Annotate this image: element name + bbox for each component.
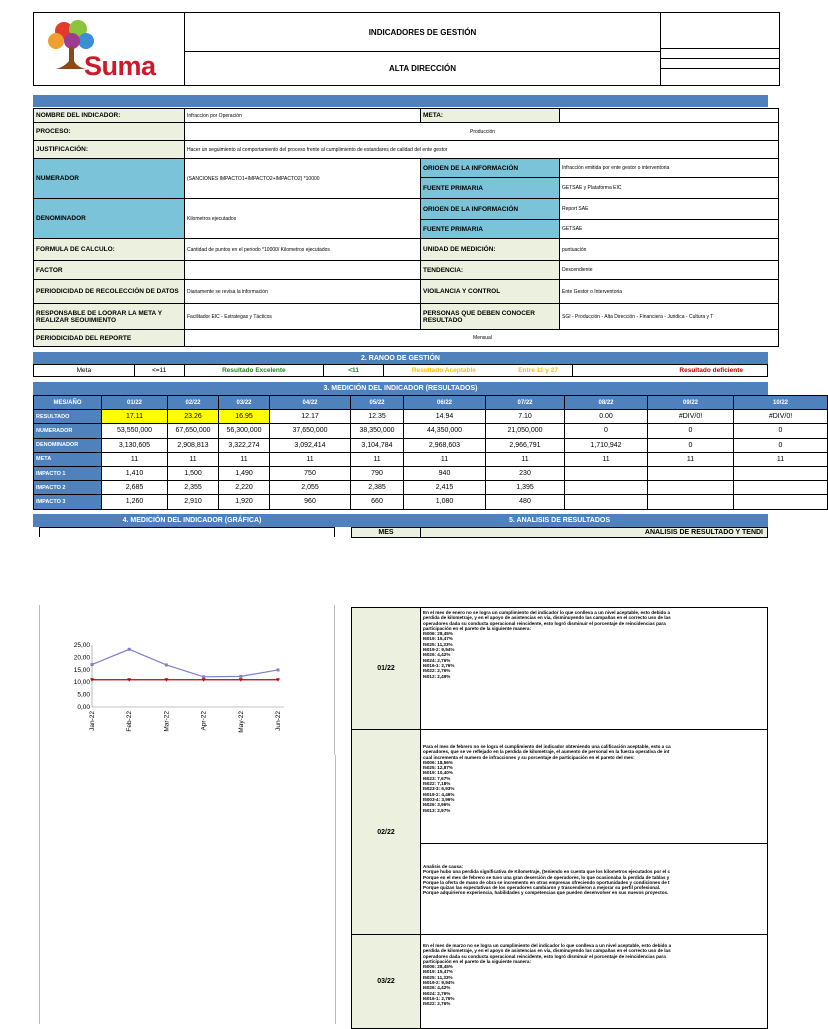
header-code-cell [660, 12, 780, 49]
result-point [202, 675, 205, 678]
y-tick-label: 0,00 [77, 704, 90, 711]
table-cell[interactable] [734, 466, 828, 480]
origen-value-1[interactable]: Infracción emitida por ente gestor o interventoria [559, 158, 779, 178]
row-label: IMPACTO 2 [34, 481, 102, 495]
table-cell[interactable]: 1,080 [404, 495, 486, 509]
table-cell[interactable]: 11 [168, 452, 219, 466]
table-cell[interactable]: 17.11 [102, 410, 168, 424]
col-header-mes: MES/AÑO [34, 396, 102, 410]
table-cell[interactable]: 14.94 [404, 410, 486, 424]
result-point [165, 663, 168, 666]
medicion-title: 3. MEDICIÓN DEL INDICADOR (RESULTADOS) [33, 382, 768, 395]
table-cell[interactable] [734, 495, 828, 509]
table-cell[interactable]: 1,710,942 [565, 438, 648, 452]
analisis-mes-label: 03/22 [352, 935, 420, 1028]
periodicidad-recoleccion-value[interactable]: Diariamente se revisa la información [184, 279, 421, 304]
nombre-label: NOMBRE DEL INDICADOR: [33, 108, 185, 123]
chart-area [39, 605, 335, 755]
analisis-text-0: En el mes de enero no se logra un cumplimiento del indicador lo que conlleva a un nivel aceptable, esto debido a perdida de kilometraje, y en el apoyo de asistencias en via, disminuyendo las campañas en el correcto uso de las operadores dada su conducta operacional reincidente, esto logró disminuir el porcentaje de reincidencias para participación en el pareto de la siguiente manera: I5006: 28,45% I6019: 15,47% I5025: 11,33% I6019-2: 9,94% I6026: 4,42% I6024: 2,76% I6016-1: 2,76% I5022: 2,76% I6012: 2,49% [420, 607, 768, 730]
table-row [34, 452, 828, 466]
table-cell[interactable]: 11 [486, 452, 565, 466]
table-cell[interactable]: 750 [270, 466, 351, 480]
analisis-causa: Analisis de causa: Porque hubo una perdida significativa de Kilometraje, (teniendo en cuenta que los kilometros ejecutados por el c Porque en el mes de febrero se tuvo una gran deserción de operadores, lo que ocasionaba la perdida de tablas y Porque la oferta de mano de obra se incremento en otras empresas ofreciendo oportunidades y condiciones de t Porque quizas las expectativas de los operadores cambiaron y trascendieron a mejorar su perfil profesional. Porque adquirieron experiencia, habilidades y competencias que pueden desenvolver en sus nuevos proyectos. [420, 843, 768, 935]
table-cell[interactable]: 0 [648, 424, 734, 438]
table-cell[interactable]: 2,415 [404, 481, 486, 495]
chart-frame-right [335, 755, 336, 1024]
rango-row [33, 364, 768, 377]
table-cell[interactable]: #DIV/0! [734, 410, 828, 424]
periodicidad-reporte-label: PERIODICIDAD DEL REPORTE [33, 329, 185, 347]
denominador-label: DENOMINADOR [33, 198, 185, 239]
formula-label: FORMULA DE CALCULO: [33, 238, 185, 261]
y-tick-label: 25,00 [73, 642, 90, 649]
grafica-title: 4. MEDICIÓN DEL INDICADOR (GRÁFICA) [33, 514, 351, 527]
table-cell[interactable]: #DIV/0! [648, 410, 734, 424]
meta-label: META: [420, 108, 560, 123]
table-cell[interactable]: 11 [648, 452, 734, 466]
rango-meta-label: Meta [34, 365, 135, 376]
table-cell[interactable]: 11 [219, 452, 270, 466]
table-row [34, 438, 828, 452]
page-title: INDICADORES DE GESTIÓN [184, 12, 661, 52]
col-header-month: 05/22 [351, 396, 404, 410]
table-cell[interactable]: 230 [486, 466, 565, 480]
rango-deficiente: Resultado deficiente [679, 367, 743, 374]
row-label: NUMERADOR [34, 424, 102, 438]
table-cell[interactable]: 11 [351, 452, 404, 466]
col-header-month: 01/22 [102, 396, 168, 410]
table-cell[interactable]: 53,550,000 [102, 424, 168, 438]
numerador-label: NUMERADOR [33, 158, 185, 199]
table-cell[interactable] [648, 466, 734, 480]
analisis-text-3: En el mes de marzo no se logra un cumplimiento del indicador lo que conlleva a un nivel aceptable, esto debido a perdida de kilometraje, y en el apoyo de asistencias en via, disminuyendo las campañas en el correcto uso de las operadores dada su conducta operacional reincidente, esto logró disminuir el porcentaje de reincidencias para participación en el pareto de la siguiente manera: I5006: 28,45% I6019: 15,47% I5025: 11,33% I6019-2: 9,94% I6026: 4,42% I6024: 2,76% I6016-1: 2,76% I5022: 2,76% [420, 934, 768, 1029]
col-header-month: 06/22 [404, 396, 486, 410]
analisis-mes-label: 01/22 [352, 608, 420, 729]
table-cell[interactable]: 2,910 [168, 495, 219, 509]
y-tick-label: 10,00 [73, 679, 90, 687]
row-label: IMPACTO 3 [34, 495, 102, 509]
x-tick-label: May-22 [237, 711, 245, 733]
table-cell[interactable] [648, 481, 734, 495]
analisis-col-header: ANALISIS DE RESULTADO Y TENDI [420, 527, 768, 538]
table-cell[interactable]: 11 [102, 452, 168, 466]
table-cell[interactable]: 3,322,274 [219, 438, 270, 452]
col-header-month: 04/22 [270, 396, 351, 410]
proceso-value[interactable]: Producción [184, 122, 779, 141]
fuente-value-2[interactable]: GETSAE [559, 219, 779, 239]
x-tick-label: Mar-22 [163, 711, 171, 732]
table-cell[interactable]: 11 [565, 452, 648, 466]
denominador-value[interactable]: Kilometros ejecutados [184, 198, 421, 239]
table-cell[interactable]: 2,968,603 [404, 438, 486, 452]
table-row [34, 410, 828, 424]
proceso-label: PROCESO: [33, 122, 185, 141]
table-row [34, 424, 828, 438]
result-point [277, 668, 280, 671]
analisis-mes-header: MES [351, 527, 421, 538]
table-cell[interactable]: 11 [734, 452, 828, 466]
table-cell[interactable]: 1,395 [486, 481, 565, 495]
x-tick-label: Jan-22 [89, 711, 96, 731]
x-tick-label: Jun-22 [275, 711, 282, 731]
section-1-band-end [738, 95, 768, 107]
table-cell[interactable]: 11 [404, 452, 486, 466]
x-tick-label: Apr-22 [200, 711, 208, 731]
table-cell[interactable]: 56,300,000 [219, 424, 270, 438]
origen-label-1: ORIOEN DE LA INFORMACIÓN [420, 158, 560, 178]
table-cell[interactable]: 1,500 [168, 466, 219, 480]
formula-value[interactable]: Cantidad de puntos en el periodo *10000/ Kilometros ejecutados [184, 238, 421, 261]
table-cell[interactable]: 11 [270, 452, 351, 466]
rango-entre: Entre 11 y 27 [504, 365, 574, 376]
y-tick-label: 5,00 [77, 691, 90, 699]
table-cell[interactable]: 2,385 [351, 481, 404, 495]
table-cell[interactable]: 44,350,000 [404, 424, 486, 438]
table-cell[interactable]: 1,260 [102, 495, 168, 509]
justificacion-label: JUSTIFICACIÓN: [33, 140, 185, 159]
table-cell[interactable]: 67,650,000 [168, 424, 219, 438]
table-row [34, 495, 828, 509]
table-cell[interactable]: 21,050,000 [486, 424, 565, 438]
col-header-month: 02/22 [168, 396, 219, 410]
table-cell[interactable]: 3,092,414 [270, 438, 351, 452]
unidad-value[interactable]: puntuación [559, 238, 779, 261]
personas-label: PERSONAS QUE DEBEN CONOCER RESULTADO [420, 303, 560, 330]
chart-frame-top [39, 527, 335, 537]
table-cell[interactable] [565, 466, 648, 480]
result-point [128, 648, 131, 651]
responsable-label: RESPONSABLE DE LOORAR LA META Y REALIZAR SEOUIMIENTO [33, 303, 185, 330]
x-tick-label: Feb-22 [126, 711, 134, 732]
table-cell[interactable]: 1,490 [219, 466, 270, 480]
table-cell[interactable] [565, 481, 648, 495]
tendencia-value[interactable]: Descendiente [559, 260, 779, 280]
factor-label: FACTOR [33, 260, 185, 280]
analisis-title: 5. ANALISIS DE RESULTADOS [351, 514, 768, 527]
result-series-line [92, 649, 278, 677]
rango-lt: <11 [324, 365, 384, 376]
table-cell[interactable]: 960 [270, 495, 351, 509]
origen-label-2: ORIOEN DE LA INFORMACIÓN [420, 198, 560, 220]
y-tick-label: 15,00 [73, 666, 90, 674]
responsable-value[interactable]: Facilitador EIC - Estrategas y Tácticos [184, 303, 421, 330]
logo-text: Suma [84, 51, 156, 81]
analisis-text-1: Para el mes de febrero no se logra el cumplimiento del indicador obteniendo una calificación aceptable, esto a ca operadores, que se ve reflejado en la perdida de kilometraje, el aumento de personal en la fuerza operativa de int cual incrementa el numero de infracciones y su porcentaje de participación en el pareto del mes: I5006: 18,56% I5025: 12,87% I6019: 10,40% I6023: 7,67% I5022: 7,18% I5023-3: 6,93% I6019-2: 4,46% I5003-4: 3,96% I6026: 3,96% I5013: 2,97% [420, 729, 768, 844]
medicion-table [33, 395, 828, 510]
periodicidad-recoleccion-label: PERIODICIDAD DE RECOLECCIÓN DE DATOS [33, 279, 185, 304]
table-cell[interactable]: 12.17 [270, 410, 351, 424]
personas-value[interactable]: SGI - Producción - Alta Dirección - Financiera - Juridica - Cultura y T [559, 303, 779, 330]
header-page-cell [660, 68, 780, 86]
table-cell[interactable]: 2,908,813 [168, 438, 219, 452]
table-cell[interactable]: 2,355 [168, 481, 219, 495]
table-row [34, 466, 828, 480]
logo-cell [33, 12, 185, 86]
col-header-month: 03/22 [219, 396, 270, 410]
tendencia-label: TENDENCIA: [420, 260, 560, 280]
rango-excelente: Resultado Excelente [185, 365, 325, 376]
table-cell[interactable]: 790 [351, 466, 404, 480]
table-cell[interactable] [648, 495, 734, 509]
rango-aceptable: Resultado Aceptable [411, 367, 476, 374]
rango-meta-value: <=11 [135, 365, 185, 376]
table-cell[interactable]: 0.00 [565, 410, 648, 424]
row-label: IMPACTO 1 [34, 466, 102, 480]
table-cell[interactable]: 7.10 [486, 410, 565, 424]
analisis-mes-label: 02/22 [352, 730, 420, 934]
table-cell[interactable]: 1,920 [219, 495, 270, 509]
table-cell[interactable] [734, 481, 828, 495]
line-chart [40, 605, 336, 755]
periodicidad-reporte-value[interactable]: Mensual [184, 329, 779, 347]
nombre-value[interactable]: Infraccion por Operación [184, 108, 421, 123]
numerador-value[interactable]: (SANCIONES IMPACTO1+IMPACTO2+IMPACTO2) *10000 [184, 158, 421, 199]
table-cell[interactable]: 23.26 [168, 410, 219, 424]
analisis-mes-0 [351, 607, 421, 730]
col-header-month: 08/22 [565, 396, 648, 410]
fuente-label-2: FUENTE PRIMARIA [420, 219, 560, 239]
table-cell[interactable]: 1,410 [102, 466, 168, 480]
meta-value[interactable] [559, 108, 779, 123]
justificacion-value[interactable]: Hacer un seguimiento al comportamiento del proceso frente al cumplimiento de estandares de calidad del ente gestor [184, 140, 779, 159]
origen-value-2[interactable]: Report SAE [559, 198, 779, 220]
rango-title: 2. RANOO DE GESTIÓN [33, 352, 768, 364]
fuente-label-1: FUENTE PRIMARIA [420, 177, 560, 199]
analisis-mes-3 [351, 934, 421, 1029]
table-cell[interactable]: 12.35 [351, 410, 404, 424]
section-1-band [33, 95, 743, 107]
row-label: RESULTADO [34, 410, 102, 424]
col-header-month: 10/22 [734, 396, 828, 410]
table-row [34, 481, 828, 495]
factor-value[interactable] [184, 260, 421, 280]
table-cell[interactable]: 0 [734, 438, 828, 452]
table-cell[interactable]: 660 [351, 495, 404, 509]
row-label: META [34, 452, 102, 466]
fuente-value-1[interactable]: GETSAE y Plataforma EIC [559, 177, 779, 199]
result-point [91, 663, 94, 666]
col-header-month: 09/22 [648, 396, 734, 410]
table-cell[interactable]: 0 [648, 438, 734, 452]
vigilancia-value[interactable]: Ente Gestor o Interventoria [559, 279, 779, 304]
unidad-label: UNIDAD DE MEDICIÓN: [420, 238, 560, 261]
table-cell[interactable]: 0 [734, 424, 828, 438]
table-cell[interactable]: 38,350,000 [351, 424, 404, 438]
table-cell[interactable] [565, 495, 648, 509]
table-cell[interactable]: 3,130,605 [102, 438, 168, 452]
table-cell[interactable]: 2,055 [270, 481, 351, 495]
chart-frame-left [39, 755, 40, 1024]
table-cell[interactable]: 940 [404, 466, 486, 480]
col-header-month: 07/22 [486, 396, 565, 410]
table-cell[interactable]: 0 [565, 424, 648, 438]
analisis-mes-1 [351, 729, 421, 935]
row-label: DENOMINADOR [34, 438, 102, 452]
table-cell[interactable]: 37,650,000 [270, 424, 351, 438]
vigilancia-label: VIOILANCIA Y CONTROL [420, 279, 560, 304]
y-tick-label: 20,00 [73, 654, 90, 662]
table-cell[interactable]: 2,966,791 [486, 438, 565, 452]
page-subtitle: ALTA DIRECCIÓN [184, 51, 661, 86]
table-cell[interactable]: 480 [486, 495, 565, 509]
table-cell[interactable]: 3,104,784 [351, 438, 404, 452]
table-cell[interactable]: 2,685 [102, 481, 168, 495]
result-point [239, 675, 242, 678]
table-cell[interactable]: 16.95 [219, 410, 270, 424]
table-cell[interactable]: 2,220 [219, 481, 270, 495]
